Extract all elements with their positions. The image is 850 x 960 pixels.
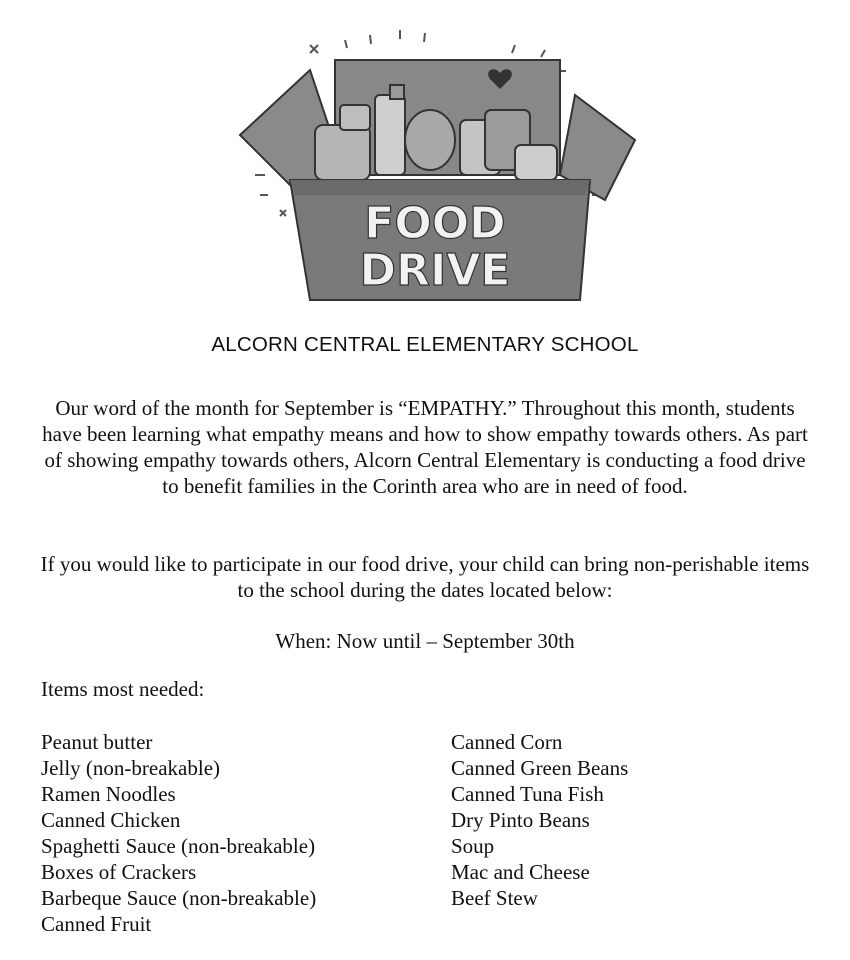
list-item: Mac and Cheese — [451, 860, 590, 884]
items-heading: Items most needed: — [41, 677, 205, 701]
box-label-food: FOOD — [364, 198, 506, 249]
when-line: When: Now until – September 30th — [275, 629, 575, 653]
list-item: Dry Pinto Beans — [451, 808, 590, 832]
list-item: Canned Chicken — [41, 808, 181, 832]
list-item: Barbeque Sauce (non-breakable) — [41, 886, 317, 910]
participation-paragraph: If you would like to participate in our food drive, your child can bring non-perishable items to the school during the dates located below: — [40, 552, 810, 602]
list-item: Beef Stew — [451, 886, 538, 910]
list-item: Jelly (non-breakable) — [41, 756, 221, 780]
list-item: Canned Fruit — [41, 912, 152, 936]
list-item: Peanut butter — [41, 730, 153, 754]
school-name-heading: ALCORN CENTRAL ELEMENTARY SCHOOL — [211, 333, 639, 356]
list-item: Canned Green Beans — [451, 756, 629, 780]
list-item: Spaghetti Sauce (non-breakable) — [41, 834, 316, 858]
list-item: Canned Corn — [451, 730, 563, 754]
food-drive-box-illustration — [215, 25, 645, 310]
list-item: Soup — [451, 834, 495, 858]
items-list-right — [451, 729, 628, 911]
list-item: Ramen Noodles — [41, 782, 176, 806]
box-label-drive: DRIVE — [359, 245, 511, 296]
items-list-left — [41, 729, 316, 937]
list-item: Canned Tuna Fish — [451, 782, 604, 806]
list-item: Boxes of Crackers — [41, 860, 197, 884]
intro-paragraph: Our word of the month for September is “EMPATHY.” Throughout this month, students have been learning what empathy means and how to show empathy towards others. As part of showing empathy towards others, Alcorn Central Elementary is conducting a food drive to benefit families in the Corinth area who are in need of food. — [42, 396, 808, 498]
